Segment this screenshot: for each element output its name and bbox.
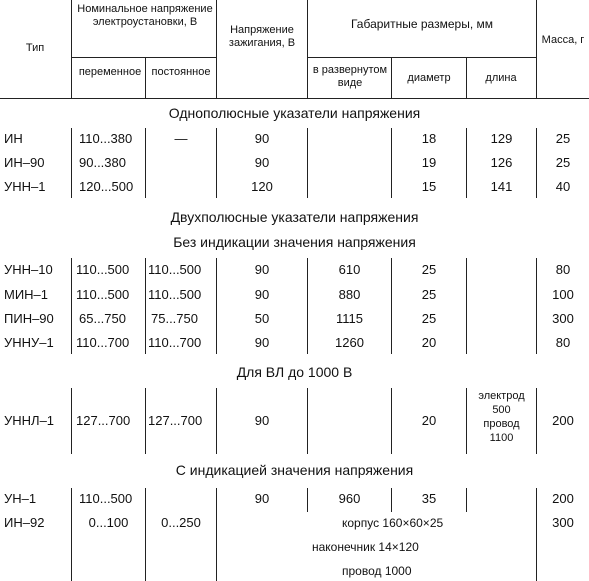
cell-diameter: 25 (421, 262, 437, 277)
cell-mass: 25 (555, 131, 571, 146)
cell-unfolded: 960 (338, 491, 361, 506)
cell-mass: 200 (552, 413, 574, 428)
cell-ignition: 120 (251, 179, 273, 194)
cell-length: 141 (490, 179, 513, 194)
cell-dc: 110...500 (148, 262, 202, 277)
section-no-indication: Без индикации значения напряжения (173, 234, 416, 250)
cell-type: ИН (4, 131, 23, 146)
cell-diameter: 35 (421, 491, 437, 506)
cell-ignition: 90 (254, 413, 270, 428)
cell-ac: 127...700 (76, 413, 131, 428)
section-with-indication: С индикацией значения напряжения (175, 462, 414, 478)
cell-ac: 110...380 (79, 131, 133, 146)
cell-mass: 300 (552, 311, 574, 326)
cell-ac: 110...500 (76, 287, 130, 302)
cell-unfolded: 880 (338, 287, 361, 302)
cell-ac: 120...500 (79, 179, 134, 194)
cell-diameter: 19 (421, 155, 437, 170)
cell-mass: 40 (555, 179, 571, 194)
cell-dc: — (174, 131, 188, 146)
cell-length-wire-value: 1100 (489, 432, 514, 444)
cell-type: МИН–1 (4, 287, 49, 302)
cell-type: УННУ–1 (4, 335, 54, 350)
cell-ignition: 90 (254, 491, 270, 506)
header-length: длина (485, 72, 517, 84)
cell-dc: 110...500 (148, 287, 202, 302)
cell-type: ИН–92 (4, 515, 45, 530)
cell-mass: 80 (555, 335, 571, 350)
header-diameter: диаметр (407, 72, 451, 84)
cell-mass: 80 (555, 262, 571, 277)
cell-diameter: 25 (421, 287, 437, 302)
cell-length-wire: провод (483, 418, 520, 430)
cell-unfolded: 1115 (336, 311, 363, 326)
cell-body-size: корпус 160×60×25 (342, 516, 444, 530)
cell-type: УНН–1 (4, 179, 46, 194)
cell-diameter: 18 (421, 131, 437, 146)
cell-ignition: 90 (254, 287, 270, 302)
cell-diameter: 25 (421, 311, 437, 326)
cell-mass: 200 (552, 491, 574, 506)
cell-dc: 0...250 (161, 515, 201, 530)
cell-length-electrode: электрод (478, 390, 525, 402)
cell-tip-size: наконечник 14×120 (312, 540, 419, 554)
header-alternating: переменное (78, 66, 142, 78)
cell-ignition: 50 (254, 311, 270, 326)
cell-diameter: 15 (421, 179, 437, 194)
header-mass: Масса, г (541, 34, 585, 46)
header-dimensions: Габаритные размеры, мм (350, 17, 493, 31)
cell-type: УНН–10 (4, 262, 53, 277)
cell-ignition: 90 (254, 262, 270, 277)
cell-unfolded: 610 (338, 262, 361, 277)
cell-length: 129 (490, 131, 513, 146)
cell-dc: 75...750 (151, 311, 198, 326)
cell-dc: 127...700 (148, 413, 203, 428)
cell-type: ПИН–90 (4, 311, 54, 326)
cell-length-electrode-value: 500 (492, 404, 511, 416)
cell-ac: 90...380 (79, 155, 126, 170)
section-single-pole: Однополюсные указатели напряжения (168, 105, 421, 121)
section-double-pole: Двухполюсные указатели напряжения (170, 209, 419, 225)
cell-type: ИН–90 (4, 155, 45, 170)
cell-diameter: 20 (421, 413, 437, 428)
cell-mass: 25 (555, 155, 571, 170)
cell-mass: 100 (552, 287, 574, 302)
cell-diameter: 20 (421, 335, 437, 350)
cell-ignition: 90 (254, 131, 270, 146)
header-direct: постоянное (151, 66, 211, 78)
cell-type: УН–1 (4, 491, 37, 506)
header-nominal-voltage: Номинальное напряжение электроустановки, В (77, 3, 213, 28)
cell-ac: 110...500 (76, 262, 130, 277)
cell-unfolded: 1260 (335, 335, 364, 350)
cell-type: УННЛ–1 (4, 413, 55, 428)
cell-ignition: 90 (254, 335, 270, 350)
header-unfolded: в развернутом виде (312, 64, 388, 89)
cell-wire-length: провод 1000 (342, 564, 412, 578)
header-ignition-voltage: Напряжение зажигания, В (228, 24, 296, 49)
cell-mass: 300 (552, 515, 574, 530)
cell-ac: 65...750 (79, 311, 126, 326)
cell-ignition: 90 (254, 155, 270, 170)
section-overhead-lines: Для ВЛ до 1000 В (236, 364, 353, 380)
cell-dc: 110...700 (148, 335, 202, 350)
header-type: Тип (25, 42, 45, 54)
cell-ac: 110...500 (79, 491, 133, 506)
cell-ac: 110...700 (76, 335, 130, 350)
cell-ac: 0...100 (88, 515, 129, 530)
cell-length: 126 (490, 155, 513, 170)
